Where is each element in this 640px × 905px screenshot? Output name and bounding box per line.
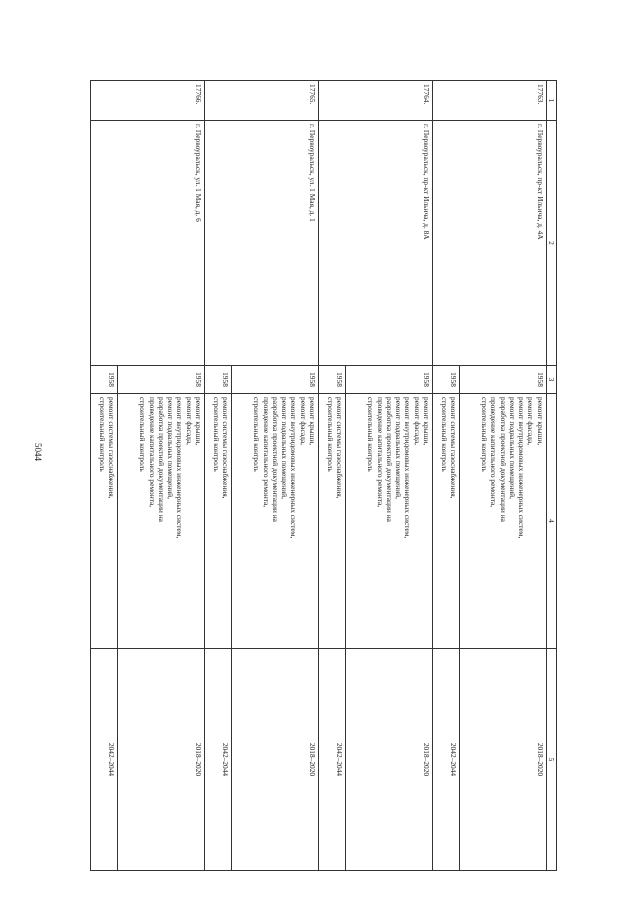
row-period-gas: 2042–2044 xyxy=(91,649,118,871)
row-period-main: 2018–2020 xyxy=(459,649,546,871)
row-period-gas: 2042–2044 xyxy=(204,649,231,871)
row-works-main: ремонт крыши, ремонт фасада, ремонт внутридомовых инженерных систем, ремонт подвальных помещений, разработка проектной документации на проведение капитального ремонта, строительный контроль xyxy=(346,394,433,649)
row-works-gas: ремонт системы газоснабжения, строительный контроль xyxy=(91,394,118,649)
row-number: 17763. xyxy=(432,81,546,121)
row-year: 1958 xyxy=(346,366,433,394)
header-col-5: 5 xyxy=(546,649,556,871)
row-year-gas: 1958 xyxy=(204,366,231,394)
row-year-gas: 1958 xyxy=(318,366,345,394)
header-row xyxy=(546,81,556,871)
row-period-main: 2018–2020 xyxy=(346,649,433,871)
row-period-main: 2018–2020 xyxy=(118,649,205,871)
header-col-4: 4 xyxy=(546,394,556,649)
row-number: 17765. xyxy=(204,81,318,121)
table-row xyxy=(459,81,546,871)
row-year: 1958 xyxy=(118,366,205,394)
row-year: 1958 xyxy=(232,366,319,394)
header-col-3: 3 xyxy=(546,366,556,394)
row-works-main: ремонт крыши, ремонт фасада, ремонт внутридомовых инженерных систем, ремонт подвальных помещений, разработка проектной документации на проведение капитального ремонта, строительный контроль xyxy=(459,394,546,649)
table-row xyxy=(346,81,433,871)
rotated-table-container xyxy=(90,80,557,870)
row-works-gas: ремонт системы газоснабжения, строительный контроль xyxy=(432,394,459,649)
header-col-1: 1 xyxy=(546,81,556,121)
row-works-main: ремонт крыши, ремонт фасада, ремонт внутридомовых инженерных систем, ремонт подвальных помещений, разработка проектной документации на проведение капитального ремонта, строительный контроль xyxy=(118,394,205,649)
row-year-gas: 1958 xyxy=(432,366,459,394)
repair-schedule-table xyxy=(90,80,557,871)
row-works-gas: ремонт системы газоснабжения, строительный контроль xyxy=(204,394,231,649)
table-row xyxy=(118,81,205,871)
row-period-gas: 2042–2044 xyxy=(318,649,345,871)
row-period-gas: 2042–2044 xyxy=(432,649,459,871)
header-col-2: 2 xyxy=(546,121,556,366)
row-number: 17766. xyxy=(91,81,205,121)
row-period-main: 2018–2020 xyxy=(232,649,319,871)
table-row xyxy=(232,81,319,871)
row-year: 1958 xyxy=(459,366,546,394)
row-works-main: ремонт крыши, ремонт фасада, ремонт внутридомовых инженерных систем, ремонт подвальных помещений, разработка проектной документации на проведение капитального ремонта, строительный контроль xyxy=(232,394,319,649)
row-address: г. Первоуральск, ул. 1 Мая, д. 6 xyxy=(91,121,205,366)
row-number: 17764. xyxy=(318,81,432,121)
row-address: г. Первоуральск, пр-кт Ильича, д. 8А xyxy=(318,121,432,366)
row-works-gas: ремонт системы газоснабжения, строительный контроль xyxy=(318,394,345,649)
row-address: г. Первоуральск, пр-кт Ильича, д. 4А xyxy=(432,121,546,366)
page-number: 5044 xyxy=(33,443,43,461)
row-year-gas: 1958 xyxy=(91,366,118,394)
row-address: г. Первоуральск, ул. 1 Мая, д. 1 xyxy=(204,121,318,366)
